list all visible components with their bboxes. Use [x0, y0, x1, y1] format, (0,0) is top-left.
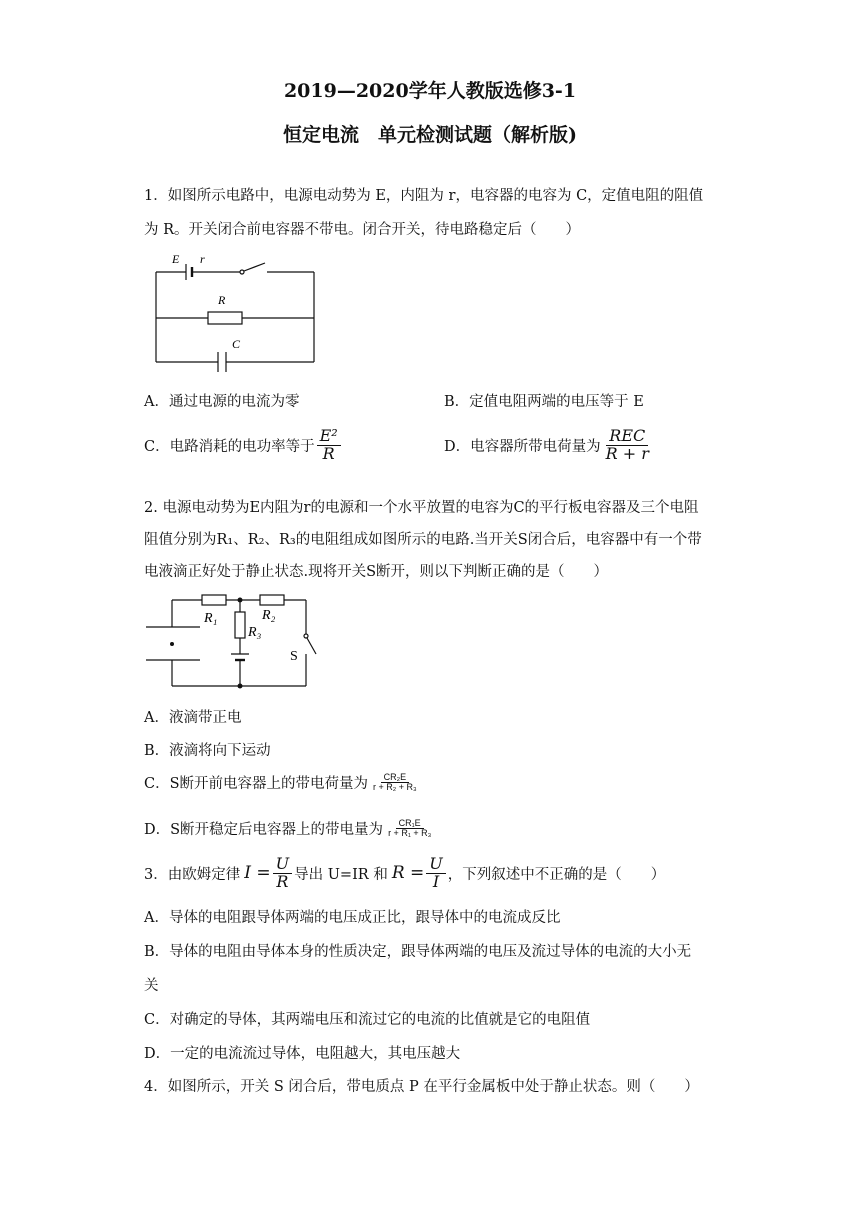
- q1-option-d-formula: [603, 428, 652, 463]
- q1-option-d-den: R + r: [605, 443, 649, 463]
- q3-eq1-den: R: [276, 871, 289, 891]
- q1-stem-line1: 1．如图所示电路中，电源电动势为 E，内阻为 r，电容器的电容为 C，定值电阻的阻值: [144, 188, 704, 204]
- q1-stem-line2: 为 R。开关闭合前电容器不带电。闭合开关，待电路稳定后（ ）: [144, 222, 581, 238]
- q3-eq1-formula: [273, 856, 292, 891]
- q1-option-b: B．定值电阻两端的电压等于 E: [444, 394, 644, 410]
- q2-option-c-text: C．S断开前电容器上的带电荷量为: [144, 776, 369, 792]
- q2-fig-label-R2: R₂: [262, 608, 276, 623]
- q1-fig-label-C: C: [232, 337, 241, 351]
- q1-option-c-den: R: [322, 443, 335, 463]
- q2-circuit-figure: [144, 590, 324, 692]
- q3-option-a: A．导体的电阻跟导体两端的电压成正比，跟导体中的电流成反比: [144, 910, 561, 926]
- q1-fig-label-R: R: [218, 293, 226, 307]
- q3-option-c: C．对确定的导体，其两端电压和流过它的电流的比值就是它的电阻值: [144, 1012, 591, 1028]
- q1-fig-label-r: r: [200, 252, 205, 266]
- q3-eq2-formula: [426, 856, 445, 891]
- q2-option-b: B．液滴将向下运动: [144, 743, 271, 759]
- q1-option-c-num: E²: [317, 428, 341, 446]
- q2-option-d-den: r + R₁ + R₃: [388, 828, 432, 838]
- q2-stem-line3: 电液滴正好处于静止状态.现将开关S断开，则以下判断正确的是（ ）: [144, 564, 609, 580]
- q3-eq2-num: U: [426, 856, 445, 874]
- q1-option-d-text: D．电容器所带电荷量为: [444, 438, 601, 455]
- q1-option-d-num: REC: [606, 428, 648, 446]
- q2-fig-label-R3: R₃: [248, 625, 262, 640]
- document-subtitle: 恒定电流 单元检测试题（解析版): [283, 124, 577, 146]
- q3-option-d: D．一定的电流流过导体，电阻越大，其电压越大: [144, 1046, 461, 1062]
- document-title: 2019—2020学年人教版选修3-1: [283, 80, 577, 102]
- q1-option-a: A．通过电源的电流为零: [144, 394, 300, 410]
- q3-eq1-num: U: [273, 856, 292, 874]
- q3-eq2-den: I: [432, 871, 440, 891]
- q2-option-d-text: D．S断开稳定后电容器上的带电量为: [144, 822, 384, 838]
- q3-eq1-lhs: I =: [244, 863, 271, 884]
- q2-option-c-den: r + R₂ + R₃: [373, 782, 417, 792]
- q2-fig-label-R1: R₁: [204, 611, 218, 626]
- q2-option-d-formula: [385, 819, 434, 839]
- q3-option-b-line1: B．导体的电阻由导体本身的性质决定，跟导体两端的电压及流过导体的电流的大小无: [144, 944, 692, 960]
- q1-option-c-formula: [317, 428, 341, 463]
- q3-stem-pre: 3．由欧姆定律: [144, 866, 241, 883]
- q1-option-c-text: C．电路消耗的电功率等于: [144, 438, 315, 455]
- q2-option-d-num: CR₁E: [396, 819, 424, 829]
- q1-circuit-figure: [150, 250, 320, 375]
- q3-stem-post: ，下列叙述中不正确的是（ ）: [447, 866, 666, 883]
- q3-stem-mid: 导出 U=IR 和: [294, 866, 388, 883]
- q2-option-a: A．液滴带正电: [144, 710, 242, 726]
- q3-eq2-lhs: R =: [391, 863, 425, 884]
- q1-fig-label-E: E: [172, 252, 180, 266]
- q3-option-b-line2: 关: [144, 978, 159, 994]
- q2-stem-line1: 2. 电源电动势为E内阻为r的电源和一个水平放置的电容为C的平行板电容器及三个电阻: [144, 500, 699, 516]
- q2-stem-line2: 阻值分别为R₁、R₂、R₃的电阻组成如图所示的电路.当开关S闭合后，电容器中有一个带: [144, 532, 702, 548]
- q2-option-c-formula: [370, 773, 420, 793]
- q2-option-c-num: CR₂E: [381, 773, 410, 783]
- q4-stem-line1: 4．如图所示，开关 S 闭合后，带电质点 P 在平行金属板中处于静止状态。则（ ）: [144, 1079, 699, 1095]
- q2-fig-label-S: S: [290, 649, 298, 664]
